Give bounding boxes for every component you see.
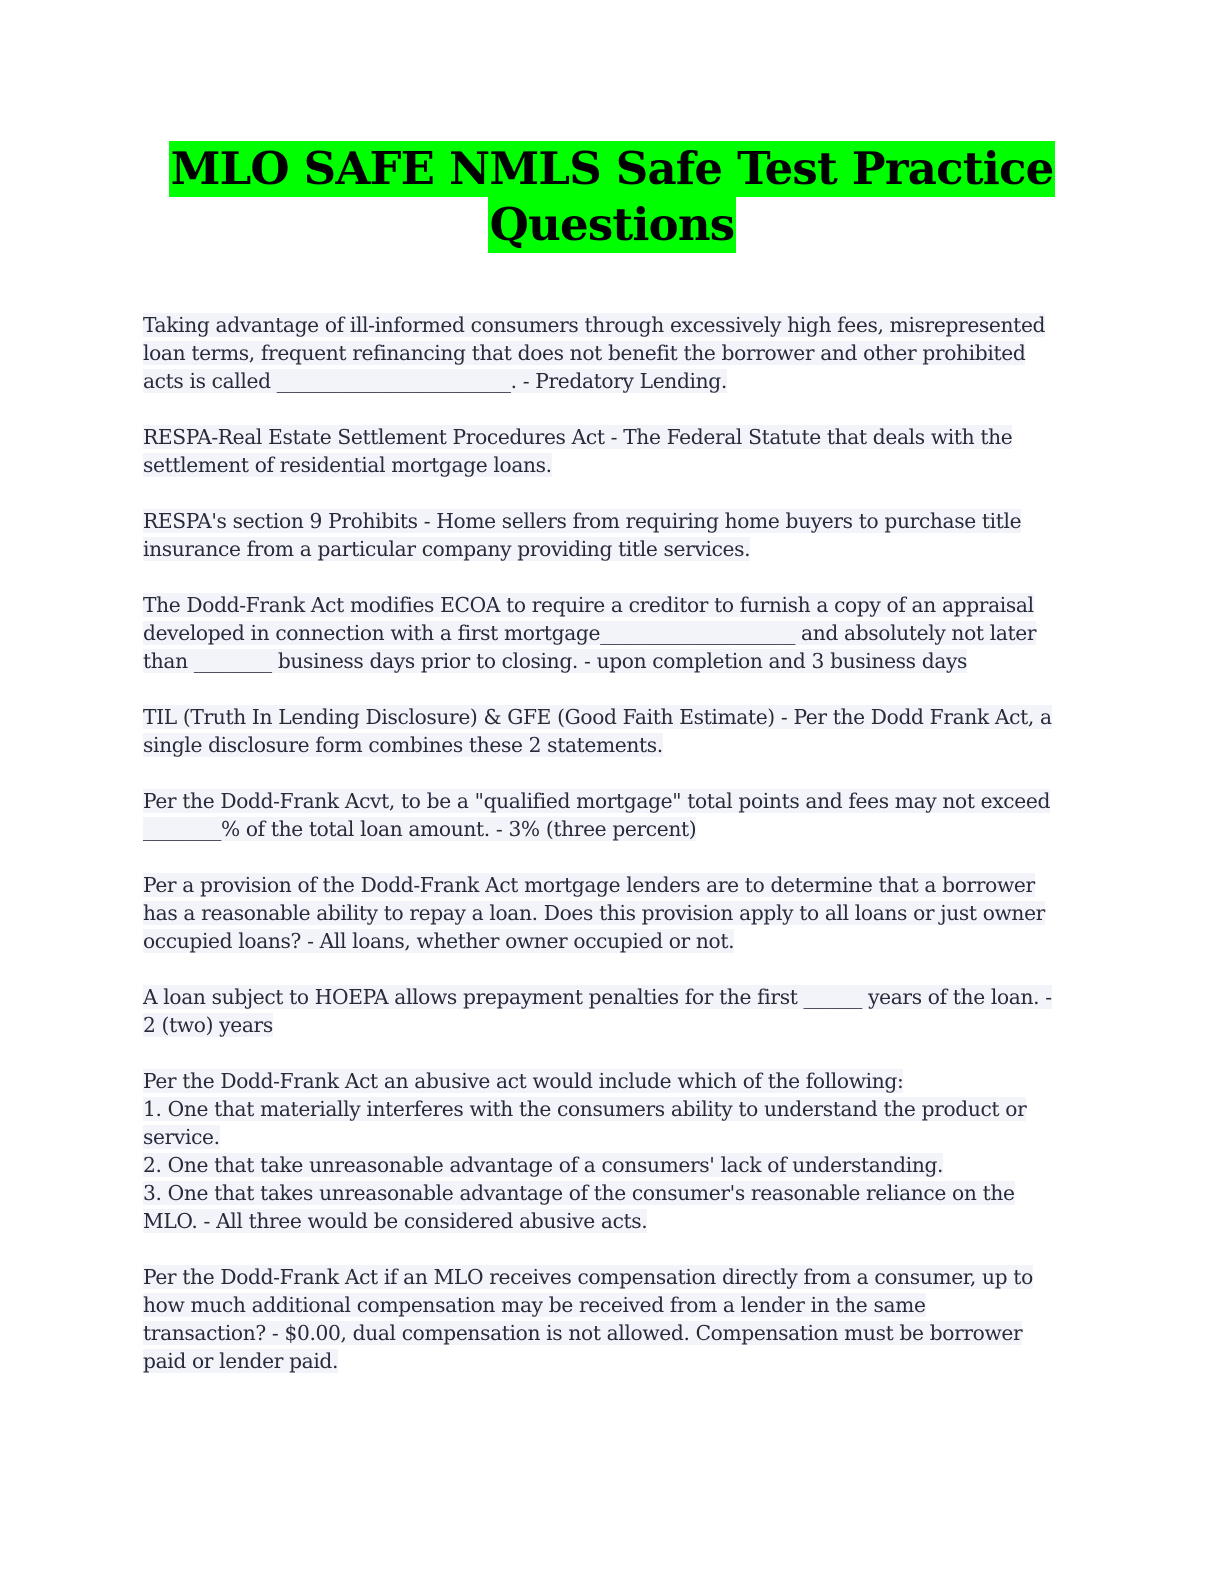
qa-line-text: RESPA-Real Estate Settlement Procedures Act - The Federal Statute that deals with the [143, 425, 1013, 449]
qa-line-text: A loan subject to HOEPA allows prepayment penalties for the first ______ years of the loan. - [143, 985, 1052, 1009]
qa-line-text: single disclosure form combines these 2 statements. [143, 733, 663, 757]
qa-line-text: insurance from a particular company providing title services. [143, 537, 751, 561]
qa-line [143, 983, 1073, 1011]
qa-line [143, 367, 1073, 395]
qa-line-text: Per a provision of the Dodd-Frank Act mortgage lenders are to determine that a borrower [143, 873, 1035, 897]
qa-line-text: Per the Dodd-Frank Act an abusive act would include which of the following: [143, 1069, 904, 1093]
qa-item [143, 507, 1073, 563]
qa-line-text: service. [143, 1125, 220, 1149]
qa-line-text: acts is called ________________________. - Predatory Lending. [143, 369, 727, 393]
qa-line-text: than ________ business days prior to closing. - upon completion and 3 business days [143, 649, 968, 673]
title-line-1: MLO SAFE NMLS Safe Test Practice [170, 142, 1054, 195]
qa-line [143, 1263, 1073, 1291]
qa-line [143, 1291, 1073, 1319]
qa-line [143, 899, 1073, 927]
qa-line [143, 1067, 1073, 1095]
question-answer-list [143, 311, 1073, 1403]
qa-line-text: TIL (Truth In Lending Disclosure) & GFE (Good Faith Estimate) - Per the Dodd Frank Act, a [143, 705, 1052, 729]
qa-item [143, 1067, 1073, 1235]
qa-line [143, 703, 1073, 731]
qa-line-text: RESPA's section 9 Prohibits - Home sellers from requiring home buyers to purchase title [143, 509, 1022, 533]
qa-line [143, 647, 1073, 675]
qa-line [143, 619, 1073, 647]
qa-line-text: has a reasonable ability to repay a loan. Does this provision apply to all loans or just owner [143, 901, 1045, 925]
qa-line [143, 1123, 1073, 1151]
qa-line-text: ________% of the total loan amount. - 3% (three percent) [143, 817, 697, 841]
qa-line [143, 1207, 1073, 1235]
qa-line [143, 1095, 1073, 1123]
qa-line [143, 507, 1073, 535]
qa-line [143, 731, 1073, 759]
qa-line-text: developed in connection with a first mortgage____________________ and absolutely not later [143, 621, 1037, 645]
qa-item [143, 423, 1073, 479]
qa-line-text: 2. One that take unreasonable advantage of a consumers' lack of understanding. [143, 1153, 944, 1177]
qa-item [143, 703, 1073, 759]
qa-line [143, 1179, 1073, 1207]
qa-line [143, 1347, 1073, 1375]
qa-line [143, 591, 1073, 619]
qa-item [143, 311, 1073, 395]
qa-line [143, 535, 1073, 563]
qa-item [143, 591, 1073, 675]
qa-item [143, 871, 1073, 955]
qa-line [143, 1319, 1073, 1347]
qa-line-text: settlement of residential mortgage loans. [143, 453, 552, 477]
qa-line-text: how much additional compensation may be received from a lender in the same [143, 1293, 926, 1317]
qa-line-text: Per the Dodd-Frank Acvt, to be a "qualified mortgage" total points and fees may not exceed [143, 789, 1051, 813]
qa-line-text: 3. One that takes unreasonable advantage of the consumer's reasonable reliance on the [143, 1181, 1015, 1205]
qa-line [143, 787, 1073, 815]
qa-line-text: MLO. - All three would be considered abusive acts. [143, 1209, 648, 1233]
document-title [0, 141, 1224, 253]
qa-line [143, 1151, 1073, 1179]
qa-line-text: The Dodd-Frank Act modifies ECOA to require a creditor to furnish a copy of an appraisal [143, 593, 1034, 617]
qa-line [143, 815, 1073, 843]
qa-line-text: Taking advantage of ill-informed consumers through excessively high fees, misrepresented [143, 313, 1046, 337]
qa-line [143, 1011, 1073, 1039]
qa-line-text: paid or lender paid. [143, 1349, 339, 1373]
qa-line [143, 451, 1073, 479]
qa-line-text: loan terms, frequent refinancing that does not benefit the borrower and other prohibited [143, 341, 1026, 365]
qa-item [143, 983, 1073, 1039]
qa-line-text: transaction? - $0.00, dual compensation is not allowed. Compensation must be borrower [143, 1321, 1023, 1345]
title-line-2: Questions [489, 198, 735, 251]
qa-line-text: 2 (two) years [143, 1013, 273, 1037]
qa-line-text: occupied loans? - All loans, whether owner occupied or not. [143, 929, 735, 953]
qa-line [143, 311, 1073, 339]
qa-item [143, 787, 1073, 843]
qa-line [143, 927, 1073, 955]
qa-line [143, 339, 1073, 367]
qa-line [143, 423, 1073, 451]
qa-item [143, 1263, 1073, 1375]
qa-line-text: 1. One that materially interferes with the consumers ability to understand the product or [143, 1097, 1027, 1121]
qa-line-text: Per the Dodd-Frank Act if an MLO receives compensation directly from a consumer, up to [143, 1265, 1033, 1289]
qa-line [143, 871, 1073, 899]
